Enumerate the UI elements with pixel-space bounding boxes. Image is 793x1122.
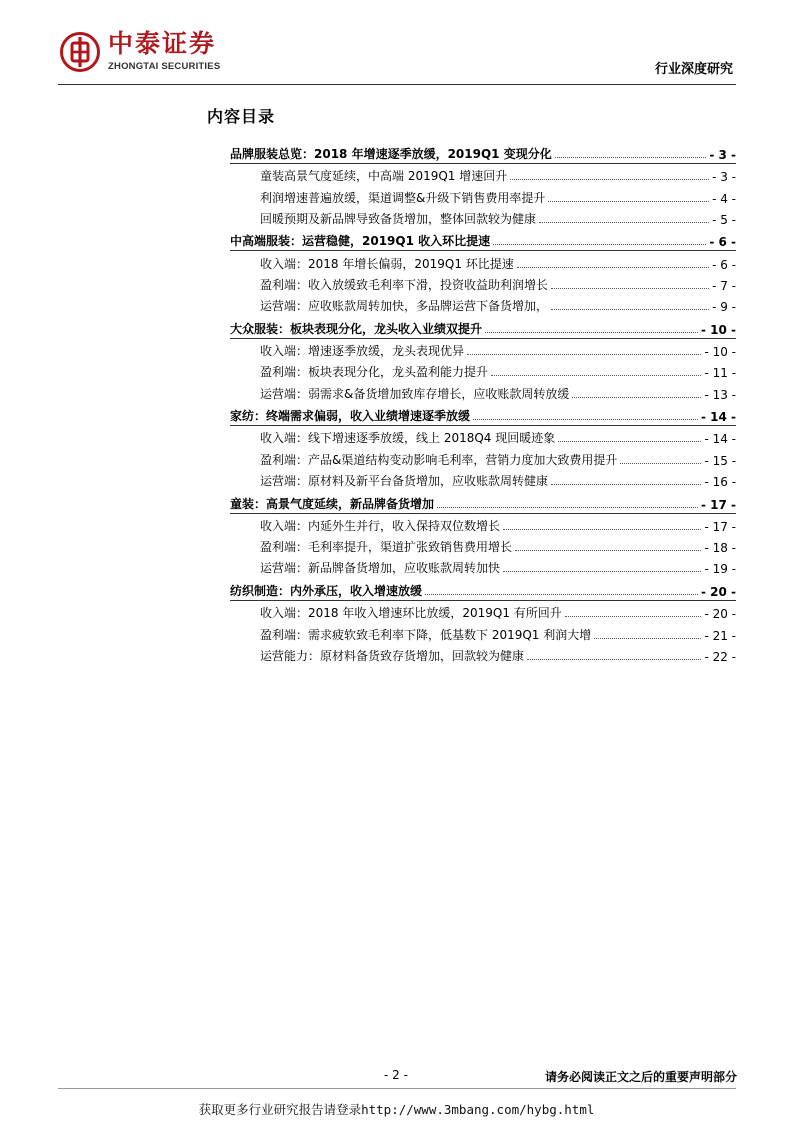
toc-entry-label: 运营端：弱需求&备货增加致库存增长，应收账款周转放缓 <box>260 386 570 401</box>
toc-subsection-entry[interactable] <box>230 644 736 665</box>
toc-leader-dots <box>491 375 701 376</box>
toc-entry-label: 家纺：终端需求偏弱，收入业绩增速逐季放缓 <box>230 409 471 424</box>
toc-leader-dots <box>467 354 701 355</box>
toc-entry-page: - 11 - <box>704 366 736 381</box>
toc-entry-label: 运营端：原材料及新平台备货增加，应收账款周转健康 <box>260 474 549 489</box>
toc-entry-label: 运营端：新品牌备货增加，应收账款周转加快 <box>260 561 501 576</box>
table-of-contents <box>230 143 736 665</box>
toc-entry-page: - 21 - <box>704 628 736 643</box>
toc-subsection-entry[interactable] <box>230 535 736 556</box>
toc-subsection-entry[interactable] <box>230 207 736 228</box>
toc-entry-page: - 13 - <box>704 387 736 402</box>
toc-subsection-entry[interactable] <box>230 514 736 535</box>
toc-leader-dots <box>515 550 701 551</box>
toc-subsection-entry[interactable] <box>230 622 736 643</box>
toc-subsection-entry[interactable] <box>230 469 736 490</box>
toc-entry-page: - 4 - <box>712 191 736 206</box>
toc-entry-label: 盈利端：板块表现分化，龙头盈利能力提升 <box>260 365 489 380</box>
toc-title: 内容目录 <box>207 107 276 126</box>
toc-entry-page: - 6 - <box>709 235 736 250</box>
toc-entry-label: 纺织制造：内外承压，收入增速放缓 <box>230 583 423 598</box>
toc-leader-dots <box>510 179 709 180</box>
logo-chinese-name: 中泰证券 <box>108 29 217 58</box>
toc-entry-page: - 16 - <box>704 475 736 490</box>
toc-leader-dots <box>551 288 709 289</box>
toc-entry-label: 收入端：增速逐季放缓，龙头表现优异 <box>260 344 465 359</box>
toc-leader-dots <box>558 441 701 442</box>
toc-leader-dots <box>527 659 701 660</box>
logo-english-name: ZHONGTAI SECURITIES <box>108 61 221 72</box>
toc-leader-dots <box>437 507 698 508</box>
toc-entry-label: 运营能力：原材料备货致存货增加，回款较为健康 <box>260 648 525 663</box>
toc-leader-dots <box>555 157 707 158</box>
toc-subsection-entry[interactable] <box>230 294 736 315</box>
toc-entry-page: - 5 - <box>712 212 736 227</box>
toc-leader-dots <box>551 484 701 485</box>
toc-subsection-entry[interactable] <box>230 556 736 577</box>
toc-leader-dots <box>473 419 698 420</box>
toc-subsection-entry[interactable] <box>230 339 736 360</box>
toc-leader-dots <box>548 201 709 202</box>
toc-subsection-entry[interactable] <box>230 185 736 206</box>
zhongtai-logo-icon <box>60 32 100 72</box>
toc-entry-label: 收入端：线下增速逐季放缓，线上 2018Q4 现回暖迹象 <box>260 431 556 446</box>
toc-subsection-entry[interactable] <box>230 426 736 447</box>
toc-entry-label: 品牌服装总览：2018 年增速逐季放缓，2019Q1 变现分化 <box>230 147 552 161</box>
toc-leader-dots <box>425 594 698 595</box>
toc-leader-dots <box>503 571 701 572</box>
toc-entry-label: 利润增速普遍放缓，渠道调整&升级下销售费用率提升 <box>260 190 546 205</box>
footer-page-number: - 2 - <box>384 1068 408 1082</box>
toc-entry-page: - 20 - <box>700 584 736 599</box>
toc-subsection-entry[interactable] <box>230 381 736 402</box>
toc-leader-dots <box>485 332 698 333</box>
toc-entry-page: - 9 - <box>712 300 736 315</box>
toc-entry-page: - 14 - <box>704 432 736 447</box>
toc-section-entry[interactable] <box>230 318 736 339</box>
toc-section-entry[interactable] <box>230 230 736 251</box>
toc-entry-label: 回暖预期及新品牌导致备货增加，整体回款较为健康 <box>260 211 537 226</box>
toc-entry-page: - 17 - <box>704 519 736 534</box>
toc-entry-label: 大众服装：板块表现分化，龙头收入业绩双提升 <box>230 321 483 336</box>
toc-entry-label: 童装高景气度延续，中高端 2019Q1 增速回升 <box>260 169 508 184</box>
header-divider <box>58 84 736 85</box>
toc-entry-page: - 15 - <box>704 453 736 468</box>
footer-disclaimer-notice: 请务必阅读正文之后的重要声明部分 <box>544 1070 737 1084</box>
toc-entry-page: - 3 - <box>712 170 736 185</box>
toc-entry-label: 盈利端：毛利率提升，渠道扩张致销售费用增长 <box>260 540 513 555</box>
toc-section-entry[interactable] <box>230 405 736 426</box>
toc-subsection-entry[interactable] <box>230 601 736 622</box>
report-type-label: 行业深度研究 <box>654 62 733 77</box>
toc-subsection-entry[interactable] <box>230 164 736 185</box>
toc-leader-dots <box>551 309 709 310</box>
toc-subsection-entry[interactable] <box>230 447 736 468</box>
toc-entry-label: 童装：高景气度延续，新品牌备货增加 <box>230 496 435 511</box>
toc-entry-label: 运营端：应收账款周转加快，多品牌运营下备货增加， <box>260 299 549 314</box>
toc-entry-page: - 14 - <box>700 410 736 425</box>
toc-entry-label: 盈利端：收入放缓致毛利率下滑，投资收益助利润增长 <box>260 277 549 292</box>
toc-entry-page: - 18 - <box>704 541 736 556</box>
toc-leader-dots <box>565 616 702 617</box>
toc-entry-page: - 20 - <box>704 607 736 622</box>
toc-entry-label: 收入端：内延外生并行，收入保持双位数增长 <box>260 518 501 533</box>
toc-entry-page: - 7 - <box>712 278 736 293</box>
toc-subsection-entry[interactable] <box>230 360 736 381</box>
toc-leader-dots <box>594 638 701 639</box>
toc-leader-dots <box>539 222 709 223</box>
footer-divider <box>58 1088 736 1089</box>
toc-entry-label: 盈利端：需求疲软致毛利率下降，低基数下 2019Q1 利润大增 <box>260 627 592 642</box>
toc-entry-page: - 10 - <box>700 322 736 337</box>
toc-entry-page: - 17 - <box>700 497 736 512</box>
toc-leader-dots <box>493 244 706 245</box>
toc-entry-page: - 22 - <box>704 649 736 664</box>
toc-entry-page: - 19 - <box>704 562 736 577</box>
page-header <box>0 0 793 90</box>
toc-entry-label: 中高端服装：运营稳健，2019Q1 收入环比提速 <box>230 234 491 249</box>
toc-leader-dots <box>572 397 701 398</box>
toc-leader-dots <box>620 463 701 464</box>
toc-entry-page: - 10 - <box>704 345 736 360</box>
toc-section-entry[interactable] <box>230 580 736 601</box>
toc-entry-label: 收入端：2018 年收入增速环比放缓，2019Q1 有所回升 <box>260 606 562 621</box>
toc-section-entry[interactable] <box>230 493 736 514</box>
download-link-text[interactable]: 获取更多行业研究报告请登录http://www.3mbang.com/hybg.html <box>198 1102 595 1117</box>
toc-section-entry[interactable] <box>230 143 736 164</box>
toc-entry-page: - 3 - <box>709 148 736 162</box>
toc-entry-page: - 6 - <box>712 257 736 272</box>
toc-leader-dots <box>503 529 701 530</box>
toc-subsection-entry[interactable] <box>230 251 736 272</box>
toc-entry-label: 收入端：2018 年增长偏弱，2019Q1 环比提速 <box>260 256 514 271</box>
toc-subsection-entry[interactable] <box>230 273 736 294</box>
toc-leader-dots <box>517 267 709 268</box>
toc-entry-label: 盈利端：产品&渠道结构变动影响毛利率，营销力度加大致费用提升 <box>260 452 618 467</box>
